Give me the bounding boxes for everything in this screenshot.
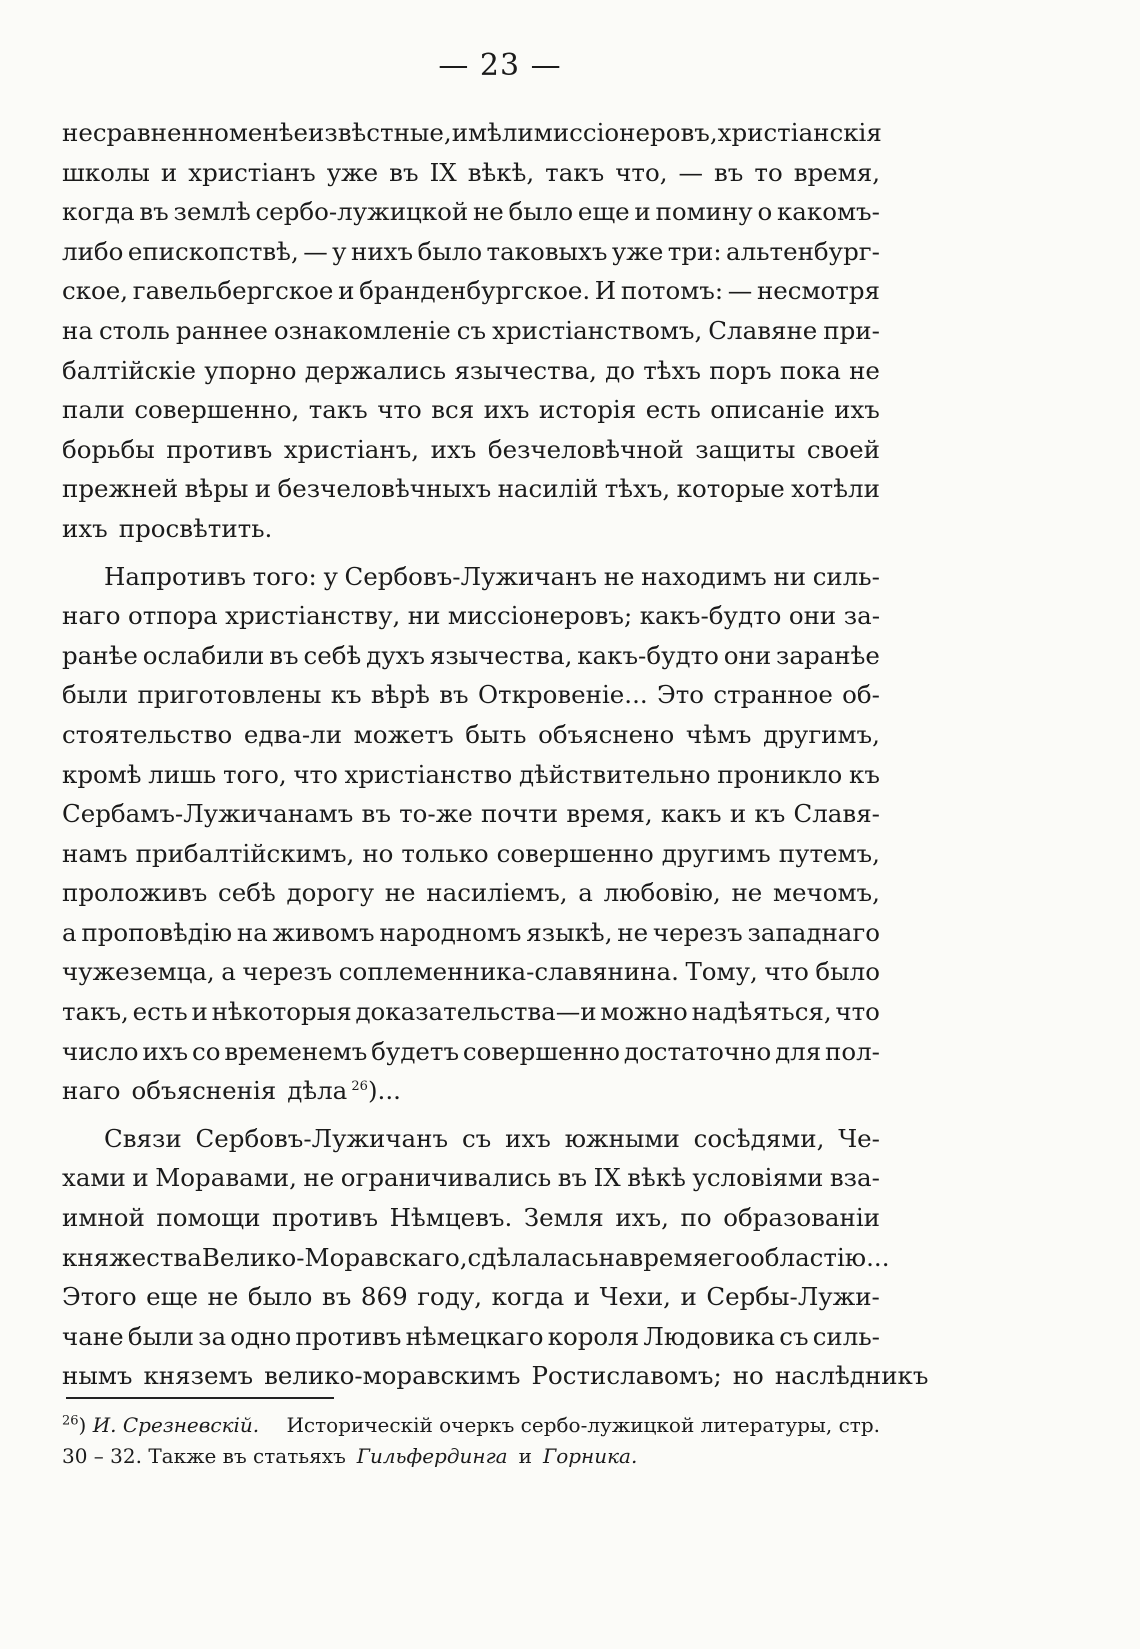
footnote-name-2: Горника. (542, 1444, 638, 1468)
text-line: наго отпора христіанству, ни миссіонеровъ; какъ-будто они за- (62, 601, 880, 631)
text-line: были приготовлены къ вѣрѣ въ Откровеніе... Это странное об- (62, 680, 880, 710)
text-line: ское, гавельбергское и бранденбургское. И потомъ: — несмотря (62, 276, 880, 306)
text-line: имной помощи противъ Нѣмцевъ. Земля ихъ, по образованіи (62, 1203, 880, 1233)
page-number: — 23 — (438, 48, 562, 83)
footnote-name-1: Гильфердинга (356, 1444, 508, 1468)
text-line: княжества Велико-Моравскаго, сдѣлалась на время его областію... (62, 1242, 890, 1272)
text-line: а проповѣдію на живомъ народномъ языкѣ, не черезъ западнаго (62, 917, 880, 947)
paragraph-3 (62, 1119, 929, 1396)
text-line: прежней вѣры и безчеловѣчныхъ насилій тѣхъ, которые хотѣли (62, 474, 880, 504)
text-line: пали совершенно, такъ что вся ихъ исторія есть описаніе ихъ (62, 395, 880, 425)
text-line: Напротивъ того: у Сербовъ-Лужичанъ не находимъ ни силь- (104, 561, 880, 591)
text-line: либо епископствѣ, — у нихъ было таковыхъ уже три: альтенбург- (62, 236, 880, 266)
footnote-line-1 (62, 1410, 880, 1441)
footnote-head: $^{26}$) И. Срезневскій. (62, 1413, 260, 1437)
footnote-citation: Историческій очеркъ сербо-лужицкой литературы, стр. (286, 1413, 880, 1437)
reference-tail: )... (367, 1076, 401, 1106)
text-line: кромѣ лишь того, что христіанство дѣйствительно проникло къ (62, 759, 880, 789)
footnote-author: И. Срезневскій. (92, 1413, 260, 1437)
text-line: чане были за одно противъ нѣмецкаго короля Людовика съ силь- (62, 1321, 880, 1351)
text-line: намъ прибалтійскимъ, но только совершенно другимъ путемъ, (62, 838, 880, 868)
text-line: число ихъ со временемъ будетъ совершенно достаточно для пол- (62, 1036, 880, 1066)
text-line: такъ, есть и нѣкоторыя доказательства—и можно надѣяться, что (62, 997, 880, 1027)
paragraph-2 (62, 557, 880, 1111)
text-line: Этого еще не было въ 869 году, когда и Чехи, и Сербы-Лужи- (62, 1282, 880, 1312)
paragraph-1 (62, 113, 880, 549)
footnote-divider (66, 1397, 334, 1399)
text-line: ихъ просвѣтить. (62, 513, 273, 543)
footnote (62, 1410, 880, 1472)
text-line: школы и христіанъ уже въ IX вѣкѣ, такъ что, — въ то время, (62, 157, 880, 187)
text-line: хами и Моравами, не ограничивались въ IX вѣкѣ условіями вза- (62, 1163, 880, 1193)
text-line: наго объясненія дѣла $^{26}$)... (62, 1076, 401, 1106)
text-line: Сербамъ-Лужичанамъ въ то-же почти время, какъ и къ Славя- (62, 799, 880, 829)
text-line: балтійскіе упорно держались язычества, до тѣхъ поръ пока не (62, 355, 880, 385)
text-line: Связи Сербовъ-Лужичанъ съ ихъ южными сосѣдями, Че- (104, 1123, 880, 1153)
text-line: когда въ землѣ сербо-лужицкой не было еще и помину о какомъ- (62, 197, 880, 227)
text-line: ранѣе ослабили въ себѣ духъ язычества, какъ-будто они заранѣе (62, 640, 880, 670)
footnote-reference: 26 (347, 1079, 368, 1095)
text-line: нымъ княземъ велико-моравскимъ Ростиславомъ; но наслѣдникъ (62, 1361, 929, 1391)
footnote-conjunction: и (518, 1444, 532, 1468)
main-text (62, 113, 929, 1404)
footnote-pages: 30 – 32. Также въ статьяхъ (62, 1444, 346, 1468)
footnote-marker: 26 (62, 1413, 79, 1429)
text-line: на столь раннее ознакомленіе съ христіанствомъ, Славяне при- (62, 315, 880, 345)
text-line: борьбы противъ христіанъ, ихъ безчеловѣчной защиты своей (62, 434, 880, 464)
footnote-line-2 (62, 1441, 880, 1472)
text-line: несравненно менѣе извѣстные, имѣли миссіонеровъ, христіанскія (62, 118, 882, 147)
text-line: проложивъ себѣ дорогу не насиліемъ, а любовію, не мечомъ, (62, 878, 880, 908)
text-line: стоятельство едва-ли можетъ быть объяснено чѣмъ другимъ, (62, 719, 880, 749)
text-line: чужеземца, а черезъ соплеменника-славянина. Тому, что было (62, 957, 880, 987)
